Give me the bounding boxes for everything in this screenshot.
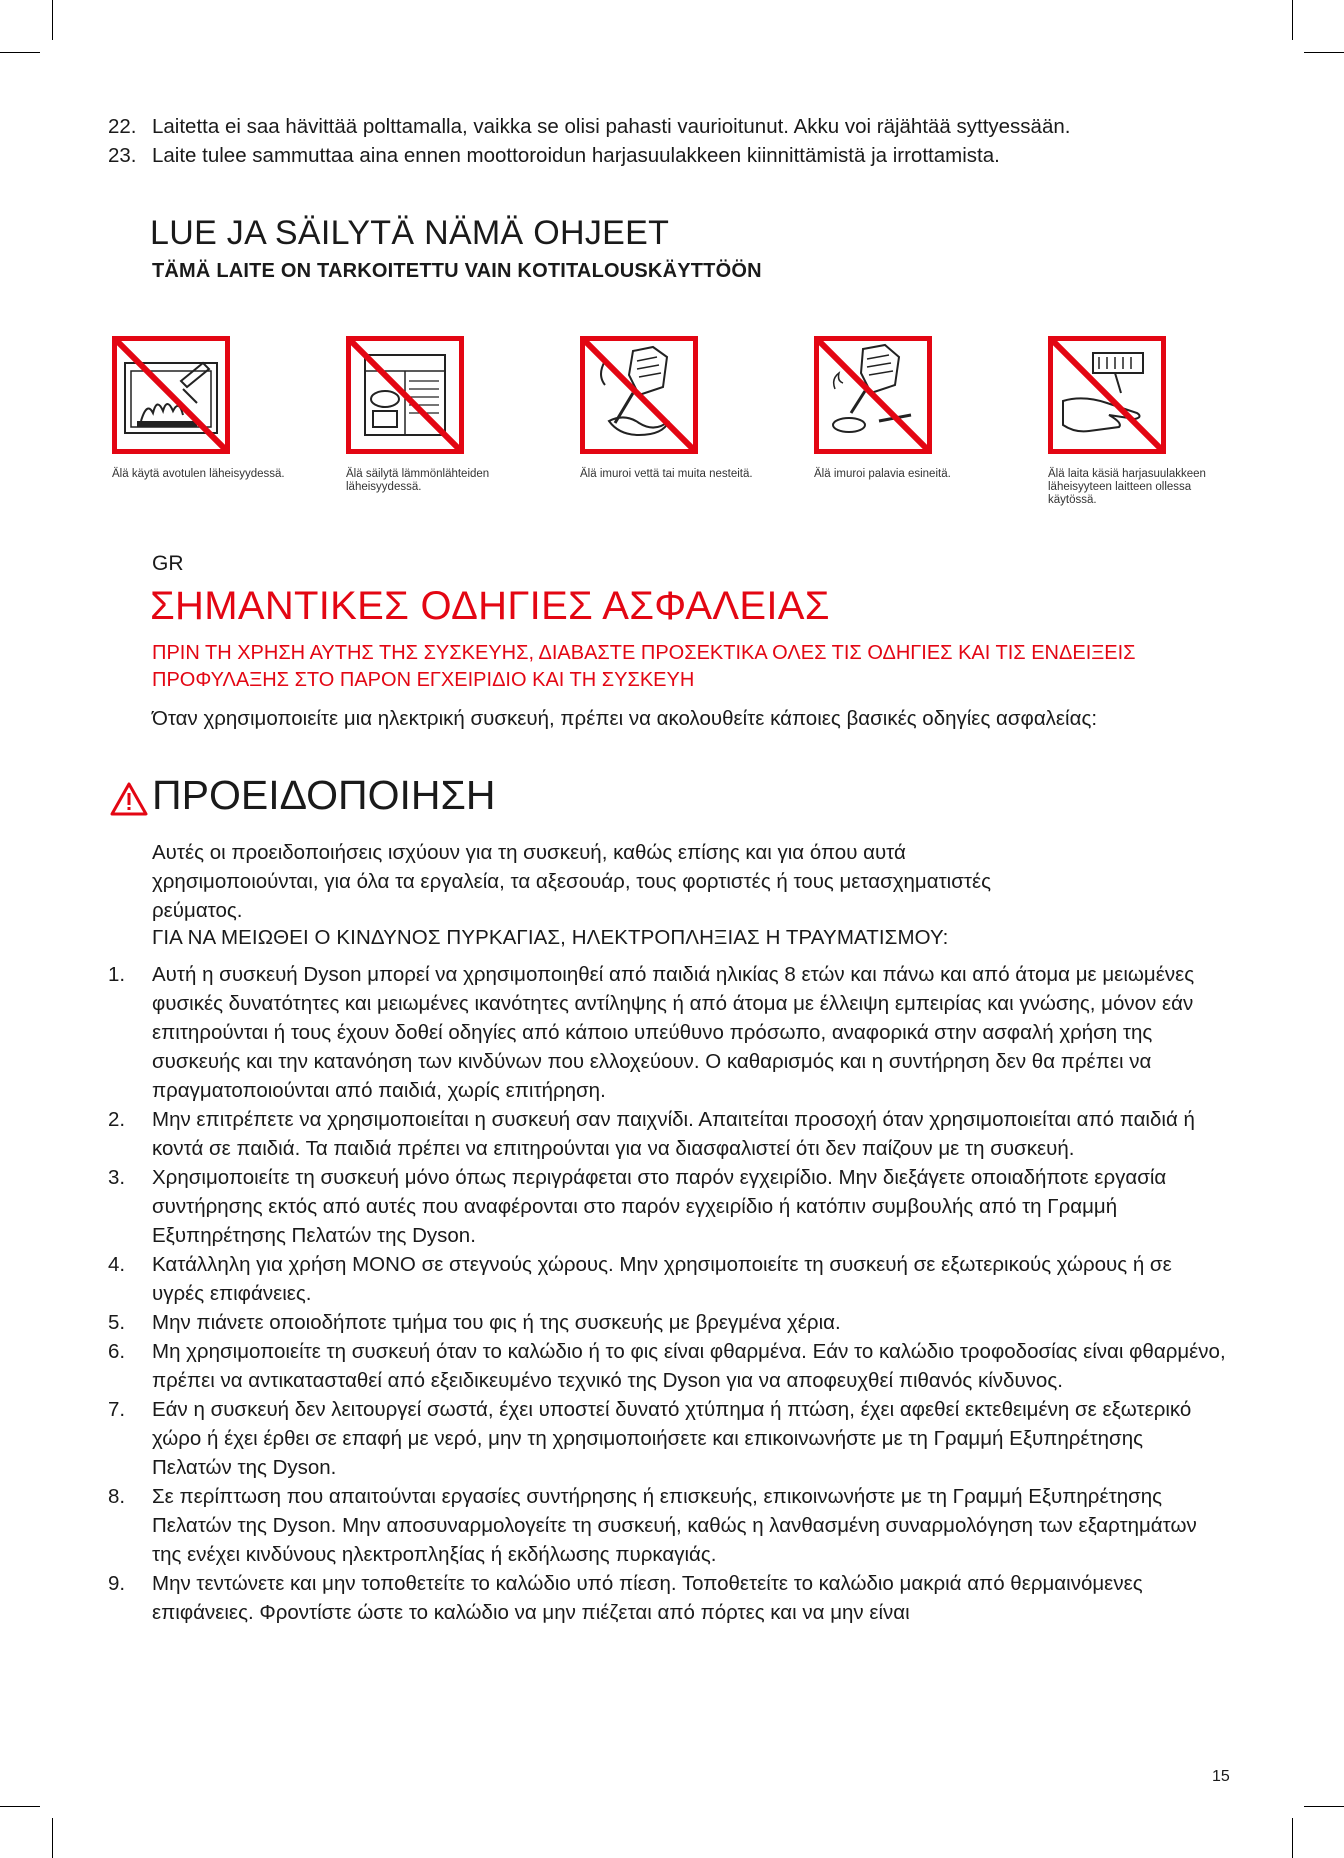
- item-text: Σε περίπτωση που απαιτούνται εργασίες συντήρησης ή επισκευής, επικοινωνήστε με τη Γραμμή Εξυπηρέτησης Πελατών της Dyson. Μην αποσυναρμολογείτε τη συσκευή, καθώς η λανθασμένη συναρμολόγηση των εξαρτημάτων της ενέχει κινδύνους ηλεκτροπληξίας ή εκδήλωσης πυρκαγιάς.: [152, 1485, 1197, 1566]
- fi-subtitle: TÄMÄ LAITE ON TARKOITETTU VAIN KOTITALOUSKÄYTTÖÖN: [152, 260, 762, 282]
- warning-title: ΠΡΟΕΙΔΟΠΟΙΗΣΗ: [152, 772, 496, 818]
- item-number: 22.: [108, 115, 137, 138]
- no-open-fire-icon: [112, 336, 230, 454]
- icon-cell: [112, 336, 302, 481]
- warning-triangle-icon: [110, 782, 148, 816]
- crop-mark: [1292, 0, 1293, 40]
- item-text: Εάν η συσκευή δεν λειτουργεί σωστά, έχει υποστεί δυνατό χτύπημα ή πτώση, έχει αφεθεί εκτεθειμένη σε εξωτερικό χώρο ή έχει έρθει σε επαφή με νερό, μην τη χρησιμοποιήσετε και επικοινωνήστε με τη Γραμμή Εξυπηρέτησης Πελατών της Dyson.: [152, 1398, 1192, 1479]
- gr-before-use-notice: ΠΡΙΝ ΤΗ ΧΡΗΣΗ ΑΥΤΗΣ ΤΗΣ ΣΥΣΚΕΥΗΣ, ΔΙΑΒΑΣΤΕ ΠΡΟΣΕΚΤΙΚΑ ΟΛΕΣ ΤΙΣ ΟΔΗΓΙΕΣ ΚΑΙ ΤΙΣ ΕΝΔΕΙΞΕΙΣ ΠΡΟΦΥΛΑΞΗΣ ΣΤΟ ΠΑΡΟΝ ΕΓΧΕΙΡΙΔΙΟ ΚΑΙ ΤΗ ΣΥΣΚΕΥΗ: [152, 642, 1136, 691]
- crop-mark: [0, 52, 40, 53]
- item-number: 9.: [108, 1572, 126, 1595]
- list-item: [108, 1250, 1228, 1308]
- list-item: [108, 1337, 1228, 1395]
- fi-instruction-list: [108, 112, 1228, 170]
- item-number: 6.: [108, 1340, 126, 1363]
- list-item: [108, 1569, 1228, 1627]
- item-text: Μην πιάνετε οποιοδήποτε τμήμα του φις ή της συσκευής με βρεγμένα χέρια.: [152, 1311, 841, 1334]
- icon-cell: [1048, 336, 1238, 507]
- item-text: Κατάλληλη για χρήση ΜΟΝΟ σε στεγνούς χώρους. Μην χρησιμοποιείτε τη συσκευή σε εξωτερικούς χώρους ή σε υγρές επιφάνειες.: [152, 1253, 1172, 1305]
- list-item: [108, 1482, 1228, 1569]
- icon-caption: Älä käytä avotulen läheisyydessä.: [112, 468, 285, 480]
- fi-title: LUE JA SÄILYTÄ NÄMÄ OHJEET: [150, 214, 670, 252]
- item-text: Μην επιτρέπετε να χρησιμοποιείται η συσκευή σαν παιχνίδι. Απαιτείται προσοχή όταν χρησιμοποιείται από παιδιά ή κοντά σε παιδιά. Τα παιδιά πρέπει να επιτηρούνται για να διασφαλιστεί ότι δεν παίζουν με τη συσκευή.: [152, 1108, 1195, 1160]
- item-text: Μην τεντώνετε και μην τοποθετείτε το καλώδιο υπό πίεση. Τοποθετείτε το καλώδιο μακριά από θερμαινόμενες επιφάνειες. Φροντίστε ώστε το καλώδιο να μην πιέζεται από πόρτες και να μην είναι: [152, 1572, 1143, 1624]
- crop-mark: [1304, 1806, 1344, 1807]
- item-text: Laitetta ei saa hävittää polttamalla, vaikka se olisi pahasti vaurioitunut. Akku voi räjähtää syttyessään.: [152, 115, 1071, 138]
- no-burning-objects-icon: [814, 336, 932, 454]
- icon-cell: [346, 336, 536, 494]
- prohibition-icons: [102, 336, 1262, 536]
- item-number: 3.: [108, 1166, 126, 1189]
- list-item: [108, 960, 1228, 1105]
- icon-caption: Älä säilytä lämmönlähteiden läheisyydessä.: [346, 468, 490, 493]
- warning-text: Αυτές οι προειδοποιήσεις ισχύουν για τη συσκευή, καθώς επίσης και για όπου αυτά χρησιμοποιούνται, για όλα τα εργαλεία, τα αξεσουάρ, τους φορτιστές ή τους μετασχηματιστές ρεύματος.: [152, 841, 991, 922]
- item-number: 8.: [108, 1485, 126, 1508]
- list-item: [108, 1105, 1228, 1163]
- crop-mark: [1304, 52, 1344, 53]
- icon-cell: [814, 336, 1004, 481]
- no-hands-near-brush-icon: [1048, 336, 1166, 454]
- item-number: 2.: [108, 1108, 126, 1131]
- no-water-icon: [580, 336, 698, 454]
- page-number: 15: [1212, 1768, 1230, 1785]
- language-code: GR: [152, 552, 184, 575]
- icon-caption: Älä laita käsiä harjasuulakkeen läheisyyteen laitteen ollessa käytössä.: [1048, 468, 1206, 506]
- icon-caption: Älä imuroi vettä tai muita nesteitä.: [580, 468, 753, 480]
- list-item: [108, 112, 1228, 141]
- crop-mark: [1292, 1818, 1293, 1858]
- item-number: 4.: [108, 1253, 126, 1276]
- list-item: [108, 1163, 1228, 1250]
- crop-mark: [52, 1818, 53, 1858]
- item-number: 7.: [108, 1398, 126, 1421]
- item-text: Αυτή η συσκευή Dyson μπορεί να χρησιμοποιηθεί από παιδιά ηλικίας 8 ετών και πάνω και από άτομα με μειωμένες φυσικές δυνατότητες και μειωμένες ικανότητες αντίληψης ή από άτομα με έλλειψη εμπειρίας και γνώσης, μόνον εάν επιτηρούνται ή τους έχουν δοθεί οδηγίες από κάποιο υπεύθυνο πρόσωπο, αναφορικά στην ασφαλή χρήση της συσκευής και την κατανόηση των κινδύνων που ελλοχεύουν. Ο καθαρισμός και η συντήρηση δεν θα πρέπει να πραγματοποιούνται από παιδιά, χωρίς επιτήρηση.: [152, 963, 1195, 1102]
- item-text: Μη χρησιμοποιείτε τη συσκευή όταν το καλώδιο ή το φις είναι φθαρμένα. Εάν το καλώδιο τροφοδοσίας είναι φθαρμένο, πρέπει να αντικατασταθεί από εξειδικευμένο τεχνικό της Dyson για να αποφευχθεί πιθανός κίνδυνος.: [152, 1340, 1226, 1392]
- list-item: [108, 1395, 1228, 1482]
- gr-instruction-list: [108, 960, 1228, 1627]
- gr-title: ΣΗΜΑΝΤΙΚΕΣ ΟΔΗΓΙΕΣ ΑΣΦΑΛΕΙΑΣ: [150, 584, 830, 628]
- icon-caption: Älä imuroi palavia esineitä.: [814, 468, 951, 480]
- icon-cell: [580, 336, 770, 481]
- item-number: 1.: [108, 963, 126, 986]
- crop-mark: [52, 0, 53, 40]
- no-heat-source-icon: [346, 336, 464, 454]
- item-number: 5.: [108, 1311, 126, 1334]
- list-item: [108, 141, 1228, 170]
- reduce-risk-heading: ΓΙΑ ΝΑ ΜΕΙΩΘΕΙ Ο ΚΙΝΔΥΝΟΣ ΠΥΡΚΑΓΙΑΣ, ΗΛΕΚΤΡΟΠΛΗΞΙΑΣ Η ΤΡΑΥΜΑΤΙΣΜΟΥ:: [152, 926, 949, 949]
- gr-intro-text: Όταν χρησιμοποιείτε μια ηλεκτρική συσκευή, πρέπει να ακολουθείτε κάποιες βασικές οδηγίες ασφαλείας:: [152, 707, 1098, 730]
- item-text: Laite tulee sammuttaa aina ennen moottoroidun harjasuulakkeen kiinnittämistä ja irrottamista.: [152, 144, 1000, 167]
- item-number: 23.: [108, 144, 137, 167]
- crop-mark: [0, 1806, 40, 1807]
- list-item: [108, 1308, 1228, 1337]
- item-text: Χρησιμοποιείτε τη συσκευή μόνο όπως περιγράφεται στο παρόν εγχειρίδιο. Μην διεξάγετε οποιαδήποτε εργασία συντήρησης εκτός από αυτές που αναφέρονται στο παρόν εγχειρίδιο ή κατόπιν συμβουλής από τη Γραμμή Εξυπηρέτησης Πελατών της Dyson.: [152, 1166, 1167, 1247]
